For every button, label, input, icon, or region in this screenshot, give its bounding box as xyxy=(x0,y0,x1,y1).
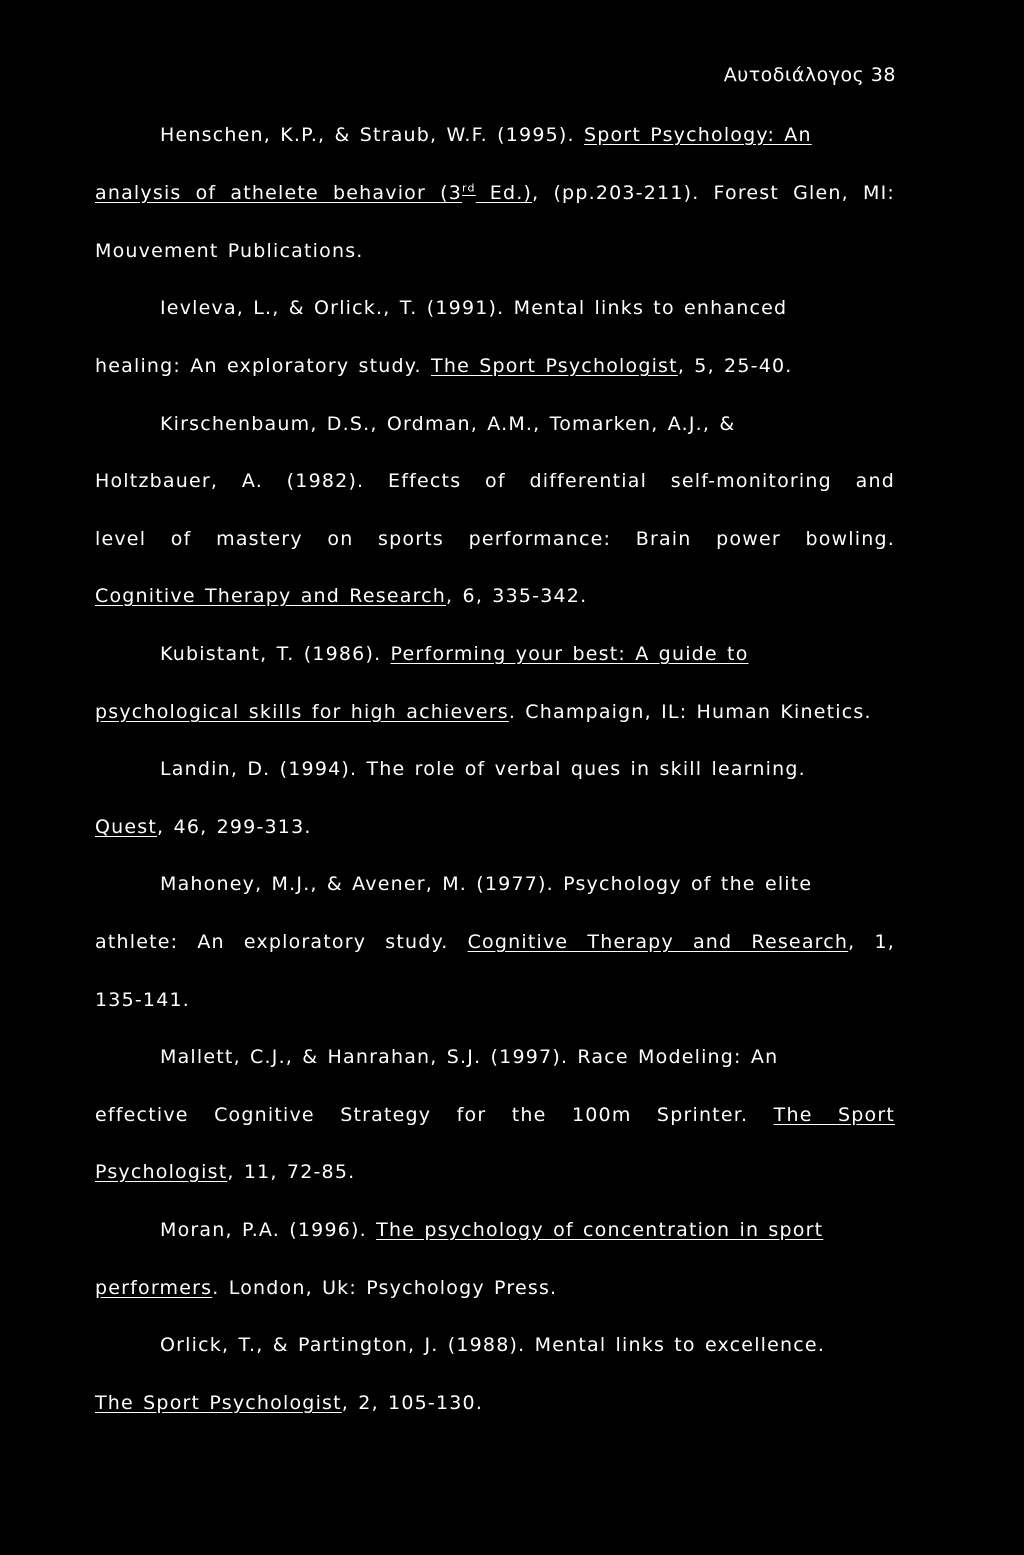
reference-title: The Sport Psychologist xyxy=(431,355,678,377)
reference-kubistant-line-2: psychological skills for high achievers. Champaign, IL: Human Kinetics. xyxy=(95,701,872,723)
reference-mallett-line-3: Psychologist, 11, 72-85. xyxy=(95,1161,356,1183)
reference-title: The Sport xyxy=(773,1104,895,1126)
reference-title: analysis of athelete behavior (3 xyxy=(95,182,462,204)
reference-kirschenbaum-line-3: level of mastery on sports performance: Brain power bowling. xyxy=(95,528,895,550)
reference-kirschenbaum-line-1: Kirschenbaum, D.S., Ordman, A.M., Tomarken, A.J., & xyxy=(160,413,736,435)
reference-title: Psychologist xyxy=(95,1161,228,1183)
reference-mallett-line-2: effective Cognitive Strategy for the 100m Sprinter. The Sport xyxy=(95,1104,895,1126)
reference-moran-line-2: performers. London, Uk: Psychology Press. xyxy=(95,1277,558,1299)
reference-kubistant-line-1: Kubistant, T. (1986). Performing your best: A guide to xyxy=(160,643,749,665)
reference-orlick-line-2: The Sport Psychologist, 2, 105-130. xyxy=(95,1392,484,1414)
reference-mallett-line-1: Mallett, C.J., & Hanrahan, S.J. (1997). Race Modeling: An xyxy=(160,1046,779,1068)
reference-mahoney-line-2: athlete: An exploratory study. Cognitive Therapy and Research, 1, xyxy=(95,931,896,953)
reference-mahoney-line-1: Mahoney, M.J., & Avener, M. (1977). Psychology of the elite xyxy=(160,873,813,895)
reference-landin-line-2: Quest, 46, 299-313. xyxy=(95,816,312,838)
reference-title: The psychology of concentration in sport xyxy=(376,1219,824,1241)
reference-title: Quest xyxy=(95,816,158,838)
reference-henschen-line-1: Henschen, K.P., & Straub, W.F. (1995). Sport Psychology: An xyxy=(160,124,812,146)
reference-kirschenbaum-line-4: Cognitive Therapy and Research, 6, 335-342. xyxy=(95,585,588,607)
reference-title: performers xyxy=(95,1277,213,1299)
reference-title: Performing your best: A guide to xyxy=(390,643,749,665)
reference-orlick-line-1: Orlick, T., & Partington, J. (1988). Mental links to excellence. xyxy=(160,1334,826,1356)
page-header: Αυτοδιάλογος 38 xyxy=(723,64,896,86)
reference-henschen-line-2: analysis of athelete behavior (3rd Ed.), (pp.203-211). Forest Glen, MI: xyxy=(95,181,895,204)
reference-title: Cognitive Therapy and Research xyxy=(467,931,849,953)
reference-title: Sport Psychology: An xyxy=(584,124,812,146)
reference-landin-line-1: Landin, D. (1994). The role of verbal ques in skill learning. xyxy=(160,758,806,780)
reference-title: psychological skills for high achievers xyxy=(95,701,509,723)
reference-ievleva-line-2: healing: An exploratory study. The Sport Psychologist, 5, 25-40. xyxy=(95,355,793,377)
reference-mahoney-line-3: 135-141. xyxy=(95,989,191,1011)
reference-kirschenbaum-line-2: Holtzbauer, A. (1982). Effects of differential self-monitoring and xyxy=(95,470,895,492)
reference-henschen-line-3: Mouvement Publications. xyxy=(95,240,364,262)
reference-title: The Sport Psychologist xyxy=(95,1392,342,1414)
reference-moran-line-1: Moran, P.A. (1996). The psychology of concentration in sport xyxy=(160,1219,824,1241)
reference-ievleva-line-1: Ievleva, L., & Orlick., T. (1991). Mental links to enhanced xyxy=(160,297,788,319)
reference-title: Cognitive Therapy and Research xyxy=(95,585,447,607)
